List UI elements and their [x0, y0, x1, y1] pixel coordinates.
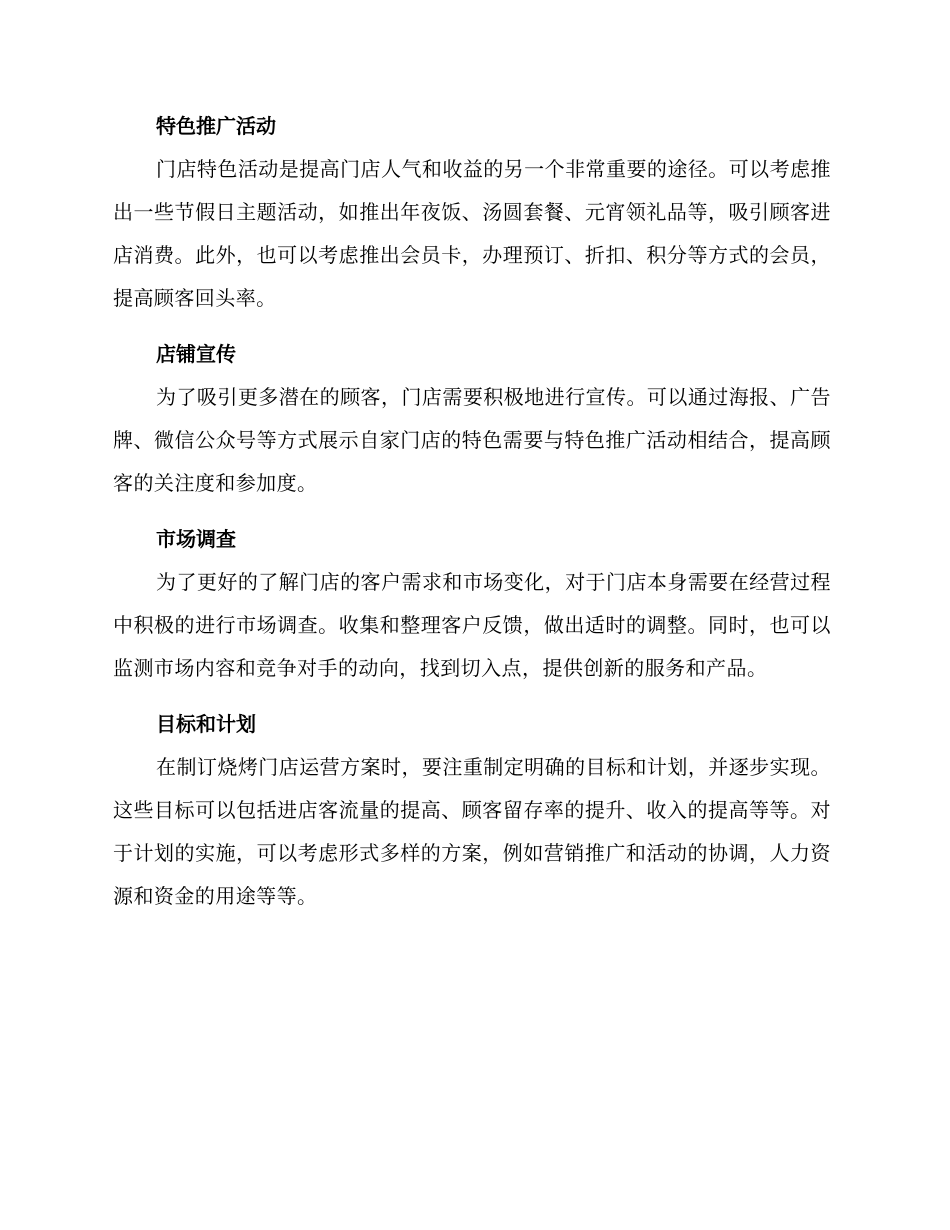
section-paragraph: 为了更好的了解门店的客户需求和市场变化，对于门店本身需要在经营过程中积极的进行市场调查。收集和整理客户反馈，做出适时的调整。同时，也可以监测市场内容和竞争对手的动向，找到切入点，提供创新的服务和产品。	[113, 570, 831, 680]
section-goals-plans	[113, 702, 831, 918]
section-paragraph: 门店特色活动是提高门店人气和收益的另一个非常重要的途径。可以考虑推出一些节假日主题活动，如推出年夜饭、汤圆套餐、元宵领礼品等，吸引顾客进店消费。此外，也可以考虑推出会员卡，办理预订、折扣、积分等方式的会员，提高顾客回头率。	[113, 157, 831, 310]
section-heading: 店铺宣传	[156, 342, 236, 366]
section-heading: 特色推广活动	[156, 114, 276, 138]
section-heading: 目标和计划	[156, 712, 256, 736]
section-market-research	[113, 517, 831, 690]
section-promotion	[113, 104, 831, 320]
document-content	[113, 104, 831, 930]
section-store-publicity	[113, 332, 831, 505]
section-paragraph: 为了吸引更多潜在的顾客，门店需要积极地进行宣传。可以通过海报、广告牌、微信公众号等方式展示自家门店的特色需要与特色推广活动相结合，提高顾客的关注度和参加度。	[113, 385, 831, 495]
section-paragraph: 在制订烧烤门店运营方案时，要注重制定明确的目标和计划，并逐步实现。这些目标可以包括进店客流量的提高、顾客留存率的提升、收入的提高等等。对于计划的实施，可以考虑形式多样的方案，例如营销推广和活动的协调，人力资源和资金的用途等等。	[113, 755, 831, 908]
section-heading: 市场调查	[156, 527, 236, 551]
